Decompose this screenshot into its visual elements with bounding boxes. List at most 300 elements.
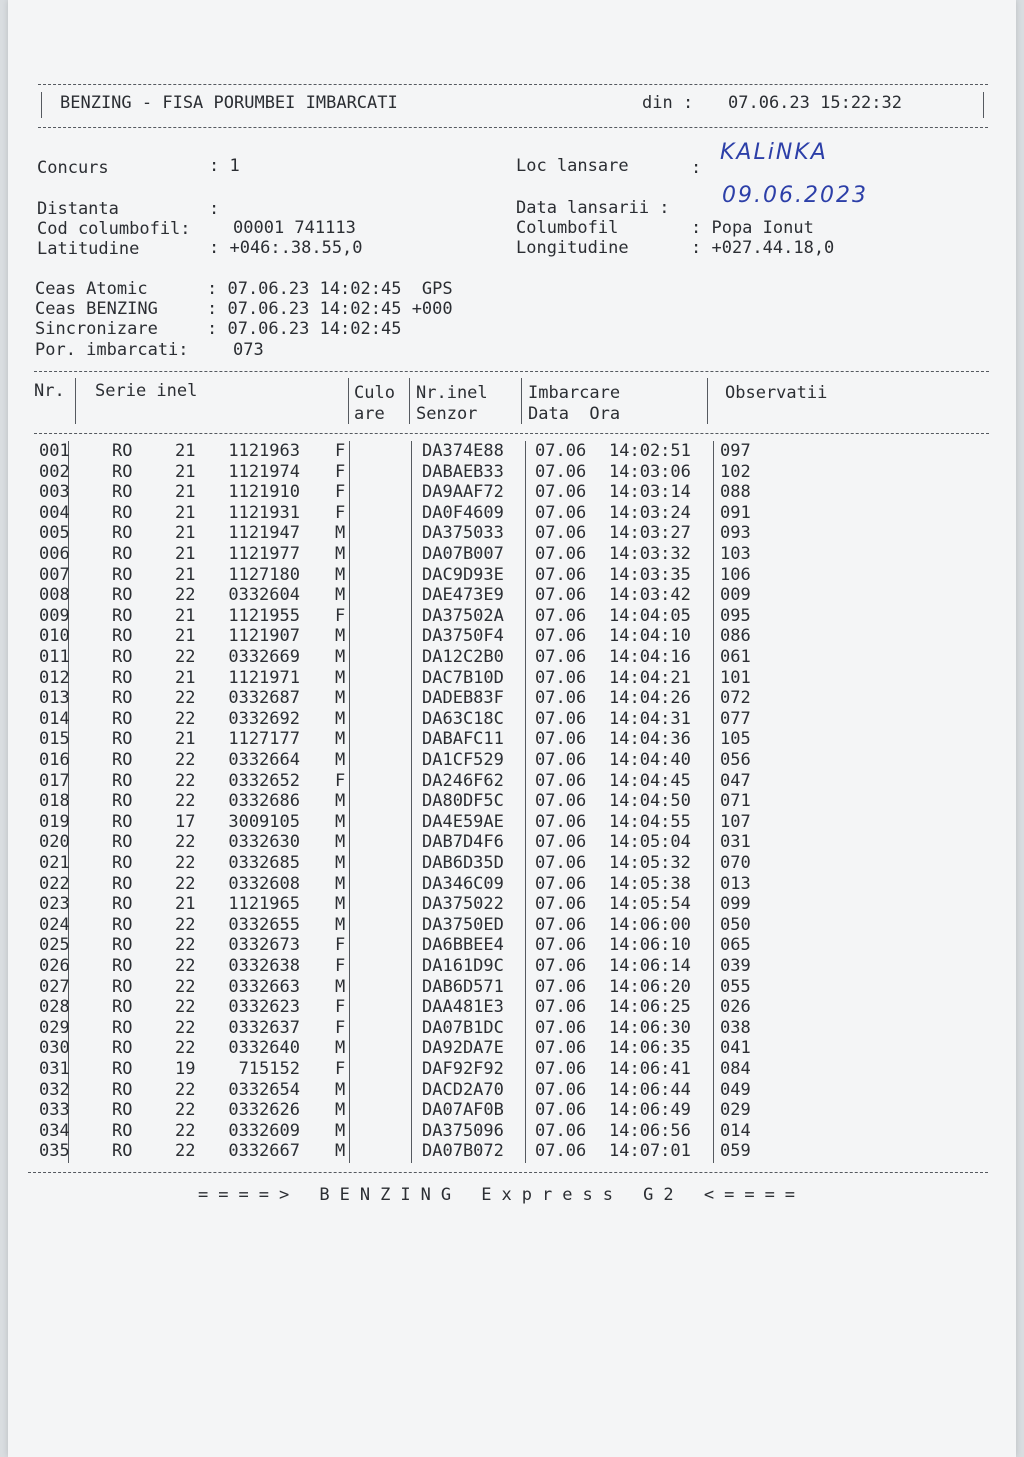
cell-sex: M bbox=[335, 914, 346, 935]
cell-sex: M bbox=[335, 667, 346, 688]
cell-tm: 14:04:45 bbox=[609, 770, 691, 791]
cell-sex: M bbox=[335, 585, 346, 606]
cell-ob: 014 bbox=[720, 1120, 751, 1141]
cell-yr: 22 bbox=[175, 914, 196, 935]
cell-dt: 07.06 bbox=[535, 956, 587, 976]
cell-ob: 088 bbox=[720, 482, 751, 503]
table-row bbox=[8, 750, 1016, 771]
cell-sex: M bbox=[335, 626, 346, 647]
cell-yr: 22 bbox=[175, 935, 196, 956]
cell-no: 1121965 bbox=[228, 894, 300, 915]
cell-cc: RO bbox=[112, 997, 133, 1018]
cell-sen: DA07B007 bbox=[422, 544, 504, 564]
cell-cc: RO bbox=[112, 441, 133, 461]
cell-tm: 14:06:10 bbox=[609, 935, 691, 956]
latitudine-label: Latitudine bbox=[37, 239, 140, 259]
concurs-value: : 1 bbox=[209, 156, 240, 176]
cell-nr: 009 bbox=[39, 605, 70, 626]
cell-nr: 026 bbox=[39, 956, 70, 976]
ceas-benzing-label: Ceas BENZING bbox=[35, 299, 158, 319]
cell-cc: RO bbox=[112, 832, 133, 853]
table-row bbox=[8, 688, 1016, 709]
cell-nr: 014 bbox=[39, 708, 70, 729]
ceas-atomic-label: Ceas Atomic bbox=[35, 279, 148, 299]
header-top-border bbox=[38, 84, 988, 85]
cell-tm: 14:02:51 bbox=[609, 441, 691, 461]
col-divider-imbarcare bbox=[707, 378, 708, 424]
cell-ob: 047 bbox=[720, 770, 751, 791]
cell-sex: F bbox=[335, 1017, 346, 1038]
cell-ob: 026 bbox=[720, 997, 751, 1018]
cell-yr: 21 bbox=[175, 626, 196, 647]
cell-sen: DA375033 bbox=[422, 523, 504, 544]
cell-ob: 056 bbox=[720, 750, 751, 770]
cell-cc: RO bbox=[112, 914, 133, 935]
table-row bbox=[8, 832, 1016, 853]
cell-sen: DADEB83F bbox=[422, 688, 504, 709]
cell-cc: RO bbox=[112, 873, 133, 894]
cell-no: 1121974 bbox=[228, 461, 300, 482]
cell-tm: 14:05:04 bbox=[609, 832, 691, 853]
header-right-border bbox=[983, 92, 984, 118]
cell-dt: 07.06 bbox=[535, 894, 587, 915]
header-nr-inel-1: Nr.inel bbox=[416, 383, 488, 403]
cell-sex: F bbox=[335, 441, 346, 461]
cell-tm: 14:04:26 bbox=[609, 688, 691, 709]
cell-yr: 22 bbox=[175, 832, 196, 853]
cell-ob: 095 bbox=[720, 605, 751, 626]
cell-ob: 103 bbox=[720, 544, 751, 564]
cell-no: 0332692 bbox=[228, 708, 300, 729]
cell-nr: 012 bbox=[39, 667, 70, 688]
cell-sen: DA374E88 bbox=[422, 441, 504, 461]
cell-cc: RO bbox=[112, 729, 133, 750]
cell-dt: 07.06 bbox=[535, 1017, 587, 1038]
cell-no: 0332687 bbox=[228, 688, 300, 709]
cell-dt: 07.06 bbox=[535, 770, 587, 791]
cell-sex: M bbox=[335, 853, 346, 873]
cell-tm: 14:06:49 bbox=[609, 1100, 691, 1121]
cell-sen: DA1CF529 bbox=[422, 750, 504, 770]
cell-sen: DA4E59AE bbox=[422, 811, 504, 832]
cell-no: 0332630 bbox=[228, 832, 300, 853]
table-row bbox=[8, 606, 1016, 627]
cell-tm: 14:04:31 bbox=[609, 708, 691, 729]
cell-nr: 002 bbox=[39, 461, 70, 482]
table-row bbox=[8, 1100, 1016, 1121]
cell-yr: 22 bbox=[175, 647, 196, 667]
cell-no: 1121947 bbox=[228, 523, 300, 544]
cell-dt: 07.06 bbox=[535, 914, 587, 935]
cell-tm: 14:03:06 bbox=[609, 461, 691, 482]
cell-no: 0332640 bbox=[228, 1038, 300, 1059]
cell-cc: RO bbox=[112, 461, 133, 482]
cell-cc: RO bbox=[112, 1038, 133, 1059]
cell-dt: 07.06 bbox=[535, 1120, 587, 1141]
cell-yr: 22 bbox=[175, 750, 196, 770]
cell-ob: 106 bbox=[720, 564, 751, 585]
cell-yr: 22 bbox=[175, 708, 196, 729]
cell-sen: DAB6D35D bbox=[422, 853, 504, 873]
cell-no: 3009105 bbox=[228, 811, 300, 832]
header-culoare-1: Culo bbox=[354, 383, 395, 403]
cell-nr: 015 bbox=[39, 729, 70, 750]
cell-sex: M bbox=[335, 688, 346, 709]
cell-no: 0332609 bbox=[228, 1120, 300, 1141]
cell-sex: M bbox=[335, 544, 346, 564]
cell-sex: M bbox=[335, 832, 346, 853]
report-title: BENZING - FISA PORUMBEI IMBARCATI bbox=[60, 93, 398, 113]
cell-yr: 21 bbox=[175, 894, 196, 915]
cell-dt: 07.06 bbox=[535, 935, 587, 956]
cell-yr: 21 bbox=[175, 441, 196, 461]
cell-tm: 14:06:56 bbox=[609, 1120, 691, 1141]
cell-nr: 007 bbox=[39, 564, 70, 585]
cell-dt: 07.06 bbox=[535, 647, 587, 667]
cell-cc: RO bbox=[112, 1059, 133, 1079]
loc-lansare-sep: : bbox=[691, 158, 702, 178]
loc-lansare-handwritten: KALiNKA bbox=[720, 140, 828, 165]
cell-yr: 21 bbox=[175, 482, 196, 503]
cell-nr: 035 bbox=[39, 1141, 70, 1162]
cell-dt: 07.06 bbox=[535, 1038, 587, 1059]
cell-no: 0332638 bbox=[228, 956, 300, 976]
cell-cc: RO bbox=[112, 770, 133, 791]
cell-cc: RO bbox=[112, 708, 133, 729]
table-row bbox=[8, 668, 1016, 689]
cell-sen: DAF92F92 bbox=[422, 1059, 504, 1079]
cell-yr: 22 bbox=[175, 1079, 196, 1100]
cell-nr: 011 bbox=[39, 647, 70, 667]
header-nr: Nr. bbox=[34, 381, 65, 401]
cell-ob: 071 bbox=[720, 791, 751, 812]
cell-tm: 14:05:38 bbox=[609, 873, 691, 894]
table-row bbox=[8, 1018, 1016, 1039]
cell-sex: M bbox=[335, 976, 346, 997]
cell-no: 0332673 bbox=[228, 935, 300, 956]
cell-nr: 019 bbox=[39, 811, 70, 832]
cell-no: 0332637 bbox=[228, 1017, 300, 1038]
cell-nr: 006 bbox=[39, 544, 70, 564]
cell-sex: F bbox=[335, 770, 346, 791]
cell-cc: RO bbox=[112, 791, 133, 812]
cell-ob: 086 bbox=[720, 626, 751, 647]
cell-ob: 091 bbox=[720, 502, 751, 523]
cell-yr: 22 bbox=[175, 873, 196, 894]
cell-tm: 14:03:27 bbox=[609, 523, 691, 544]
cell-sex: F bbox=[335, 956, 346, 976]
cell-dt: 07.06 bbox=[535, 976, 587, 997]
table-row bbox=[8, 956, 1016, 977]
cell-yr: 22 bbox=[175, 1141, 196, 1162]
cell-nr: 003 bbox=[39, 482, 70, 503]
report-date-label: din : bbox=[642, 93, 694, 113]
cell-no: 0332685 bbox=[228, 853, 300, 873]
cell-cc: RO bbox=[112, 688, 133, 709]
table-row bbox=[8, 1038, 1016, 1059]
cell-yr: 21 bbox=[175, 461, 196, 482]
cell-cc: RO bbox=[112, 647, 133, 667]
distanta-value: : bbox=[209, 199, 220, 219]
cell-ob: 093 bbox=[720, 523, 751, 544]
table-row bbox=[8, 565, 1016, 586]
table-row bbox=[8, 544, 1016, 565]
cell-sen: DA07B1DC bbox=[422, 1017, 504, 1038]
cell-no: 1127177 bbox=[228, 729, 300, 750]
cell-dt: 07.06 bbox=[535, 585, 587, 606]
cell-sen: DABAEB33 bbox=[422, 461, 504, 482]
cell-yr: 22 bbox=[175, 1038, 196, 1059]
cell-sex: M bbox=[335, 523, 346, 544]
table-row bbox=[8, 812, 1016, 833]
cell-dt: 07.06 bbox=[535, 441, 587, 461]
cell-tm: 14:06:20 bbox=[609, 976, 691, 997]
cell-nr: 023 bbox=[39, 894, 70, 915]
cell-sex: F bbox=[335, 997, 346, 1018]
cell-yr: 22 bbox=[175, 1017, 196, 1038]
cod-columbofil-value: 00001 741113 bbox=[233, 218, 356, 238]
cell-sen: DA161D9C bbox=[422, 956, 504, 976]
cell-ob: 039 bbox=[720, 956, 751, 976]
table-row bbox=[8, 523, 1016, 544]
cell-nr: 027 bbox=[39, 976, 70, 997]
cell-ob: 097 bbox=[720, 441, 751, 461]
cell-cc: RO bbox=[112, 750, 133, 770]
cell-tm: 14:04:36 bbox=[609, 729, 691, 750]
header-left-border bbox=[41, 92, 42, 118]
cell-cc: RO bbox=[112, 482, 133, 503]
cell-tm: 14:06:25 bbox=[609, 997, 691, 1018]
data-lansarii-label: Data lansarii : bbox=[516, 198, 670, 218]
cell-sex: M bbox=[335, 564, 346, 585]
table-row bbox=[8, 853, 1016, 874]
sincronizare-value: : 07.06.23 14:02:45 bbox=[207, 319, 402, 339]
cell-tm: 14:04:50 bbox=[609, 791, 691, 812]
cell-sen: DA3750F4 bbox=[422, 626, 504, 647]
cell-sen: DA92DA7E bbox=[422, 1038, 504, 1059]
cell-ob: 107 bbox=[720, 811, 751, 832]
table-bottom-border bbox=[28, 1172, 988, 1173]
cell-ob: 077 bbox=[720, 708, 751, 729]
cell-cc: RO bbox=[112, 626, 133, 647]
cell-nr: 025 bbox=[39, 935, 70, 956]
cell-yr: 22 bbox=[175, 976, 196, 997]
cell-ob: 099 bbox=[720, 894, 751, 915]
cell-no: 0332608 bbox=[228, 873, 300, 894]
cell-no: 0332604 bbox=[228, 585, 300, 606]
cell-no: 0332626 bbox=[228, 1100, 300, 1121]
porumbei-imbarcati-label: Por. imbarcati: bbox=[35, 340, 189, 360]
cell-dt: 07.06 bbox=[535, 873, 587, 894]
cell-cc: RO bbox=[112, 605, 133, 626]
table-row bbox=[8, 647, 1016, 668]
cell-nr: 010 bbox=[39, 626, 70, 647]
cell-sen: DA80DF5C bbox=[422, 791, 504, 812]
cell-yr: 19 bbox=[175, 1059, 196, 1079]
cell-sex: M bbox=[335, 750, 346, 770]
cell-ob: 105 bbox=[720, 729, 751, 750]
cell-dt: 07.06 bbox=[535, 688, 587, 709]
cell-cc: RO bbox=[112, 956, 133, 976]
cell-nr: 004 bbox=[39, 502, 70, 523]
cell-nr: 013 bbox=[39, 688, 70, 709]
cell-nr: 029 bbox=[39, 1017, 70, 1038]
cell-cc: RO bbox=[112, 811, 133, 832]
cell-sen: DAA481E3 bbox=[422, 997, 504, 1018]
cell-sen: DAC9D93E bbox=[422, 564, 504, 585]
cell-sen: DA0F4609 bbox=[422, 502, 504, 523]
cell-dt: 07.06 bbox=[535, 564, 587, 585]
cell-no: 0332664 bbox=[228, 750, 300, 770]
cell-yr: 21 bbox=[175, 667, 196, 688]
cell-sex: M bbox=[335, 1079, 346, 1100]
cell-ob: 065 bbox=[720, 935, 751, 956]
cell-cc: RO bbox=[112, 667, 133, 688]
longitudine-value: : +027.44.18,0 bbox=[691, 238, 835, 258]
cell-no: 1121907 bbox=[228, 626, 300, 647]
latitudine-value: : +046:.38.55,0 bbox=[209, 238, 363, 258]
cell-tm: 14:06:35 bbox=[609, 1038, 691, 1059]
table-row bbox=[8, 482, 1016, 503]
cell-yr: 22 bbox=[175, 791, 196, 812]
concurs-label: Concurs bbox=[37, 158, 109, 178]
table-row bbox=[8, 1080, 1016, 1101]
ceas-benzing-value: : 07.06.23 14:02:45 +000 bbox=[207, 299, 453, 319]
cell-sex: F bbox=[335, 935, 346, 956]
cell-nr: 005 bbox=[39, 523, 70, 544]
cell-yr: 22 bbox=[175, 853, 196, 873]
cell-tm: 14:06:44 bbox=[609, 1079, 691, 1100]
cell-sex: M bbox=[335, 1120, 346, 1141]
cell-ob: 061 bbox=[720, 647, 751, 667]
cell-tm: 14:06:30 bbox=[609, 1017, 691, 1038]
header-culoare-2: are bbox=[354, 404, 385, 424]
table-row bbox=[8, 441, 1016, 462]
cell-no: 1121955 bbox=[228, 605, 300, 626]
cell-tm: 14:04:21 bbox=[609, 667, 691, 688]
cell-ob: 072 bbox=[720, 688, 751, 709]
cell-cc: RO bbox=[112, 1100, 133, 1121]
cell-sen: DAB7D4F6 bbox=[422, 832, 504, 853]
data-lansarii-handwritten: 09.06.2023 bbox=[722, 183, 868, 208]
table-row bbox=[8, 874, 1016, 895]
cell-ob: 029 bbox=[720, 1100, 751, 1121]
cell-ob: 013 bbox=[720, 873, 751, 894]
document-page bbox=[8, 0, 1016, 1457]
cell-ob: 041 bbox=[720, 1038, 751, 1059]
cell-ob: 009 bbox=[720, 585, 751, 606]
cell-cc: RO bbox=[112, 544, 133, 564]
cell-no: 1127180 bbox=[228, 564, 300, 585]
cell-no: 1121931 bbox=[228, 502, 300, 523]
cell-no: 0332663 bbox=[228, 976, 300, 997]
cell-dt: 07.06 bbox=[535, 811, 587, 832]
cell-cc: RO bbox=[112, 1141, 133, 1162]
cell-nr: 033 bbox=[39, 1100, 70, 1121]
cell-yr: 21 bbox=[175, 729, 196, 750]
cell-tm: 14:03:32 bbox=[609, 544, 691, 564]
cell-sex: M bbox=[335, 791, 346, 812]
table-top-border bbox=[34, 371, 989, 372]
cell-dt: 07.06 bbox=[535, 832, 587, 853]
table-row bbox=[8, 1059, 1016, 1080]
cell-sex: F bbox=[335, 605, 346, 626]
cell-ob: 049 bbox=[720, 1079, 751, 1100]
col-divider-serie bbox=[348, 378, 349, 424]
header-nr-inel-2: Senzor bbox=[416, 404, 478, 424]
cell-tm: 14:05:32 bbox=[609, 853, 691, 873]
cell-cc: RO bbox=[112, 523, 133, 544]
cell-ob: 102 bbox=[720, 461, 751, 482]
cell-cc: RO bbox=[112, 1079, 133, 1100]
cell-dt: 07.06 bbox=[535, 523, 587, 544]
cell-nr: 017 bbox=[39, 770, 70, 791]
cell-sen: DA375022 bbox=[422, 894, 504, 915]
cell-no: 1121971 bbox=[228, 667, 300, 688]
cell-nr: 008 bbox=[39, 585, 70, 606]
cell-tm: 14:03:35 bbox=[609, 564, 691, 585]
cell-yr: 21 bbox=[175, 523, 196, 544]
cell-sen: DAE473E9 bbox=[422, 585, 504, 606]
cell-sen: DABAFC11 bbox=[422, 729, 504, 750]
cell-sen: DA9AAF72 bbox=[422, 482, 504, 503]
cell-dt: 07.06 bbox=[535, 605, 587, 626]
table-row bbox=[8, 585, 1016, 606]
cell-ob: 031 bbox=[720, 832, 751, 853]
cell-tm: 14:07:01 bbox=[609, 1141, 691, 1162]
cell-dt: 07.06 bbox=[535, 750, 587, 770]
cell-dt: 07.06 bbox=[535, 729, 587, 750]
cell-dt: 07.06 bbox=[535, 544, 587, 564]
longitudine-label: Longitudine bbox=[516, 238, 629, 258]
cell-sen: DA6BBEE4 bbox=[422, 935, 504, 956]
cell-nr: 028 bbox=[39, 997, 70, 1018]
cell-sen: DA246F62 bbox=[422, 770, 504, 791]
cell-nr: 022 bbox=[39, 873, 70, 894]
cell-dt: 07.06 bbox=[535, 502, 587, 523]
cell-dt: 07.06 bbox=[535, 997, 587, 1018]
cell-no: 0332686 bbox=[228, 791, 300, 812]
cell-tm: 14:04:05 bbox=[609, 605, 691, 626]
cell-ob: 070 bbox=[720, 853, 751, 873]
cell-sex: M bbox=[335, 729, 346, 750]
table-row bbox=[8, 977, 1016, 998]
header-observatii: Observatii bbox=[725, 383, 828, 403]
table-row bbox=[8, 997, 1016, 1018]
cell-sen: DA07B072 bbox=[422, 1141, 504, 1162]
cell-no: 0332654 bbox=[228, 1079, 300, 1100]
table-header-border bbox=[34, 433, 989, 434]
cell-cc: RO bbox=[112, 935, 133, 956]
cell-tm: 14:04:40 bbox=[609, 750, 691, 770]
cell-ob: 059 bbox=[720, 1141, 751, 1162]
cell-yr: 17 bbox=[175, 811, 196, 832]
cell-tm: 14:06:14 bbox=[609, 956, 691, 976]
columbofil-value: : Popa Ionut bbox=[691, 218, 814, 238]
cell-cc: RO bbox=[112, 564, 133, 585]
cell-sen: DA07AF0B bbox=[422, 1100, 504, 1121]
cell-ob: 038 bbox=[720, 1017, 751, 1038]
cell-no: 1121977 bbox=[228, 544, 300, 564]
sincronizare-label: Sincronizare bbox=[35, 319, 158, 339]
header-bottom-border bbox=[38, 127, 988, 128]
cell-sen: DACD2A70 bbox=[422, 1079, 504, 1100]
cell-sex: M bbox=[335, 873, 346, 894]
cell-yr: 21 bbox=[175, 605, 196, 626]
cell-sex: M bbox=[335, 811, 346, 832]
col-divider-culoare bbox=[409, 378, 410, 424]
cell-sex: M bbox=[335, 1141, 346, 1162]
